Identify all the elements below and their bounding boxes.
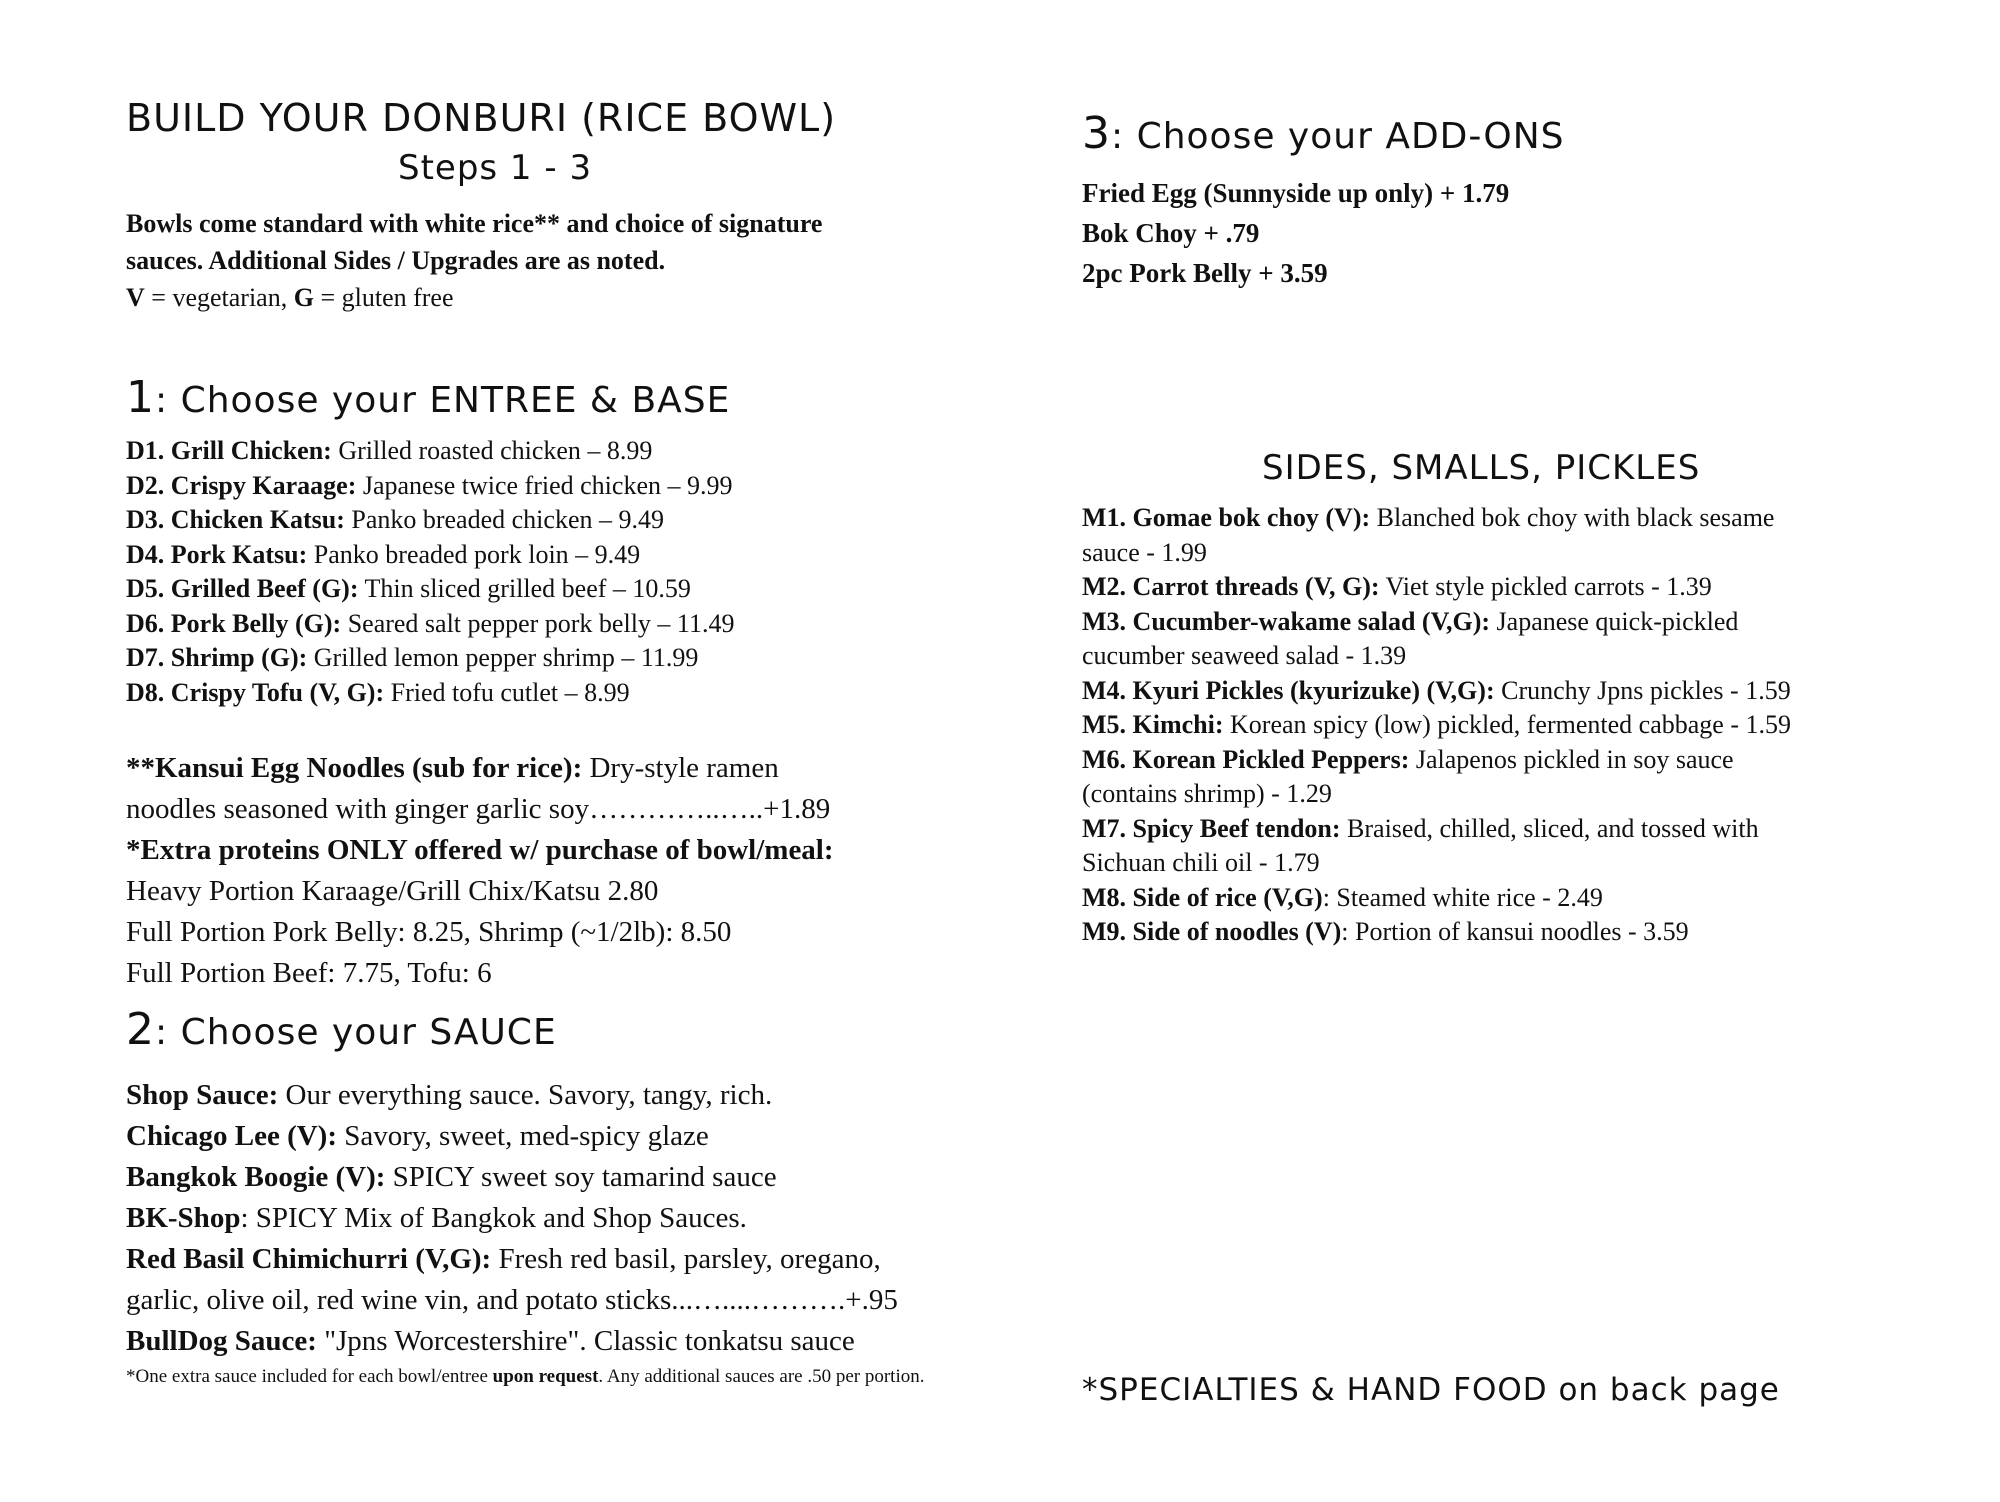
side-desc: (contains shrimp) - 1.29 [1082,779,1332,808]
side-desc: Viet style pickled carrots - 1.39 [1379,572,1712,601]
sauce-desc: : SPICY Mix of Bangkok and Shop Sauces. [240,1202,747,1234]
entree-name: D1. Grill Chicken: [126,436,332,465]
list-item [1082,777,1332,812]
legend-g-key: G [293,283,314,312]
list-item [1082,674,1791,709]
sauce-desc: Our everything sauce. Savory, tangy, rich. [278,1079,773,1111]
list-item [126,607,734,642]
entree-desc: Thin sliced grilled beef – 10.59 [358,574,691,603]
entree-name: D4. Pork Katsu: [126,539,308,569]
sauce-desc: "Jpns Worcestershire". Classic tonkatsu sauce [316,1325,855,1357]
noodles-desc: Dry-style ramen [582,752,779,784]
entree-name: D8. Crispy Tofu (V, G): [126,677,385,707]
back-page-note: *SPECIALTIES & HAND FOOD on back page [1082,1372,1780,1408]
side-desc: : Portion of kansui noodles - 3.59 [1341,917,1689,946]
extra-protein-line: Full Portion Pork Belly: 8.25, Shrimp (~1/2lb): 8.50 [126,916,732,948]
list-item [1082,812,1759,847]
step3-number: 3 [1082,108,1111,159]
side-desc: Blanched bok choy with black sesame [1370,503,1775,532]
side-name: M7. Spicy Beef tendon: [1082,813,1341,843]
noodles-name: **Kansui Egg Noodles (sub for rice): [126,752,583,784]
sauce-footnote [126,1363,986,1390]
list-item [1082,915,1689,950]
sauce-name: BullDog Sauce: [126,1325,317,1357]
addon-item: Fried Egg (Sunnyside up only) + 1.79 [1082,178,1510,208]
list-item [126,1116,709,1157]
side-name: M6. Korean Pickled Peppers: [1082,744,1410,774]
step3-title: : Choose your ADD-ONS [1111,116,1565,157]
step1-title: : Choose your ENTREE & BASE [155,380,731,421]
step1-number: 1 [126,372,155,423]
list-item [126,1075,772,1116]
intro-line-2: sauces. Additional Sides / Upgrades are as noted. [126,246,666,275]
side-name: M4. Kyuri Pickles (kyurizuke) (V,G): [1082,675,1495,705]
step2-heading [126,1004,557,1055]
menu-title: BUILD YOUR DONBURI (RICE BOWL) [126,96,837,140]
list-item [126,1198,747,1239]
list-item [1082,501,1774,536]
entree-name: D7. Shrimp (G): [126,643,308,672]
side-name: M5. Kimchi: [1082,710,1224,739]
sauce-desc: Fresh red basil, parsley, oregano, [491,1243,881,1275]
entree-desc: Panko breaded pork loin – 9.49 [307,539,641,569]
side-name: M8. Side of rice (V,G) [1082,882,1323,912]
side-name: M2. Carrot threads (V, G): [1082,572,1380,601]
side-desc: sauce - 1.99 [1082,537,1207,567]
extra-protein-line: Heavy Portion Karaage/Grill Chix/Katsu 2.80 [126,875,659,907]
entree-desc: Grilled lemon pepper shrimp – 11.99 [307,643,699,672]
list-item [1082,605,1738,640]
entree-desc: Grilled roasted chicken – 8.99 [331,436,653,465]
list-item [1082,881,1603,916]
intro-legend [126,279,454,316]
side-desc: Braised, chilled, sliced, and tossed with [1340,813,1759,843]
side-name: M1. Gomae bok choy (V): [1082,503,1371,532]
entree-name: D5. Grilled Beef (G): [126,574,359,603]
side-desc: Japanese quick-pickled [1490,606,1739,636]
noodles-line-1 [126,748,779,789]
sauce-name: Bangkok Boogie (V): [126,1161,386,1193]
sauce-desc: garlic, olive oil, red wine vin, and potato sticks...…....……….+.95 [126,1284,898,1316]
list-item [126,469,732,504]
addon-item: 2pc Pork Belly + 3.59 [1082,258,1328,288]
list-item [126,538,640,573]
list-item [126,434,652,469]
side-name: M3. Cucumber-wakame salad (V,G): [1082,606,1491,636]
entree-desc: Seared salt pepper pork belly – 11.49 [341,608,735,638]
sauce-name: Red Basil Chimichurri (V,G): [126,1243,492,1275]
extra-protein-line: Full Portion Beef: 7.75, Tofu: 6 [126,957,492,989]
sauce-name: BK-Shop [126,1202,241,1234]
side-desc: Jalapenos pickled in soy sauce [1409,744,1734,774]
entree-name: D2. Crispy Karaage: [126,470,357,500]
legend-v: = vegetarian, [144,283,294,312]
list-item [126,676,630,711]
extra-proteins-title: *Extra proteins ONLY offered w/ purchase of bowl/meal: [126,834,834,866]
entree-desc: Japanese twice fried chicken – 9.99 [356,470,733,500]
menu-subtitle: Steps 1 - 3 [398,148,593,188]
step2-number: 2 [126,1004,155,1055]
entree-desc: Panko breaded chicken – 9.49 [344,505,664,534]
list-item [126,1239,881,1280]
list-item [126,572,691,607]
list-item [1082,639,1406,674]
sauce-note-bold: upon request [492,1366,599,1387]
sauce-note-post: . Any additional sauces are .50 per portion. [598,1366,925,1387]
side-desc: Korean spicy (low) pickled, fermented cabbage - 1.59 [1223,710,1791,739]
list-item [1082,743,1734,778]
list-item [1082,536,1207,571]
entree-desc: Fried tofu cutlet – 8.99 [384,677,630,707]
noodles-line-2: noodles seasoned with ginger garlic soy…………..…..+1.89 [126,793,831,825]
step1-heading [126,372,730,423]
list-item [1082,570,1712,605]
step2-title: : Choose your SAUCE [155,1012,557,1053]
list-item [126,1280,898,1321]
list-item [126,641,698,676]
list-item [126,1321,855,1362]
list-item [1082,708,1791,743]
sauce-note-pre: *One extra sauce included for each bowl/entree [126,1366,493,1387]
intro-line-1: Bowls come standard with white rice** and choice of signature [126,209,823,238]
sauce-desc: Savory, sweet, med-spicy glaze [337,1120,709,1152]
sides-title: SIDES, SMALLS, PICKLES [1262,448,1701,488]
side-desc: Sichuan chili oil - 1.79 [1082,848,1320,877]
sauce-desc: SPICY sweet soy tamarind sauce [385,1161,777,1193]
sauce-name: Shop Sauce: [126,1079,279,1111]
list-item [1082,846,1320,881]
side-desc: Crunchy Jpns pickles - 1.59 [1494,675,1791,705]
side-name: M9. Side of noodles (V) [1082,917,1342,946]
legend-v-key: V [126,283,145,312]
side-desc: : Steamed white rice - 2.49 [1322,882,1603,912]
sauce-name: Chicago Lee (V): [126,1120,338,1152]
side-desc: cucumber seaweed salad - 1.39 [1082,641,1407,670]
list-item [126,503,664,538]
step3-heading [1082,108,1565,159]
entree-name: D6. Pork Belly (G): [126,608,342,638]
addon-item: Bok Choy + .79 [1082,218,1260,248]
list-item [126,1157,777,1198]
entree-name: D3. Chicken Katsu: [126,505,345,534]
legend-g: = gluten free [313,283,454,312]
